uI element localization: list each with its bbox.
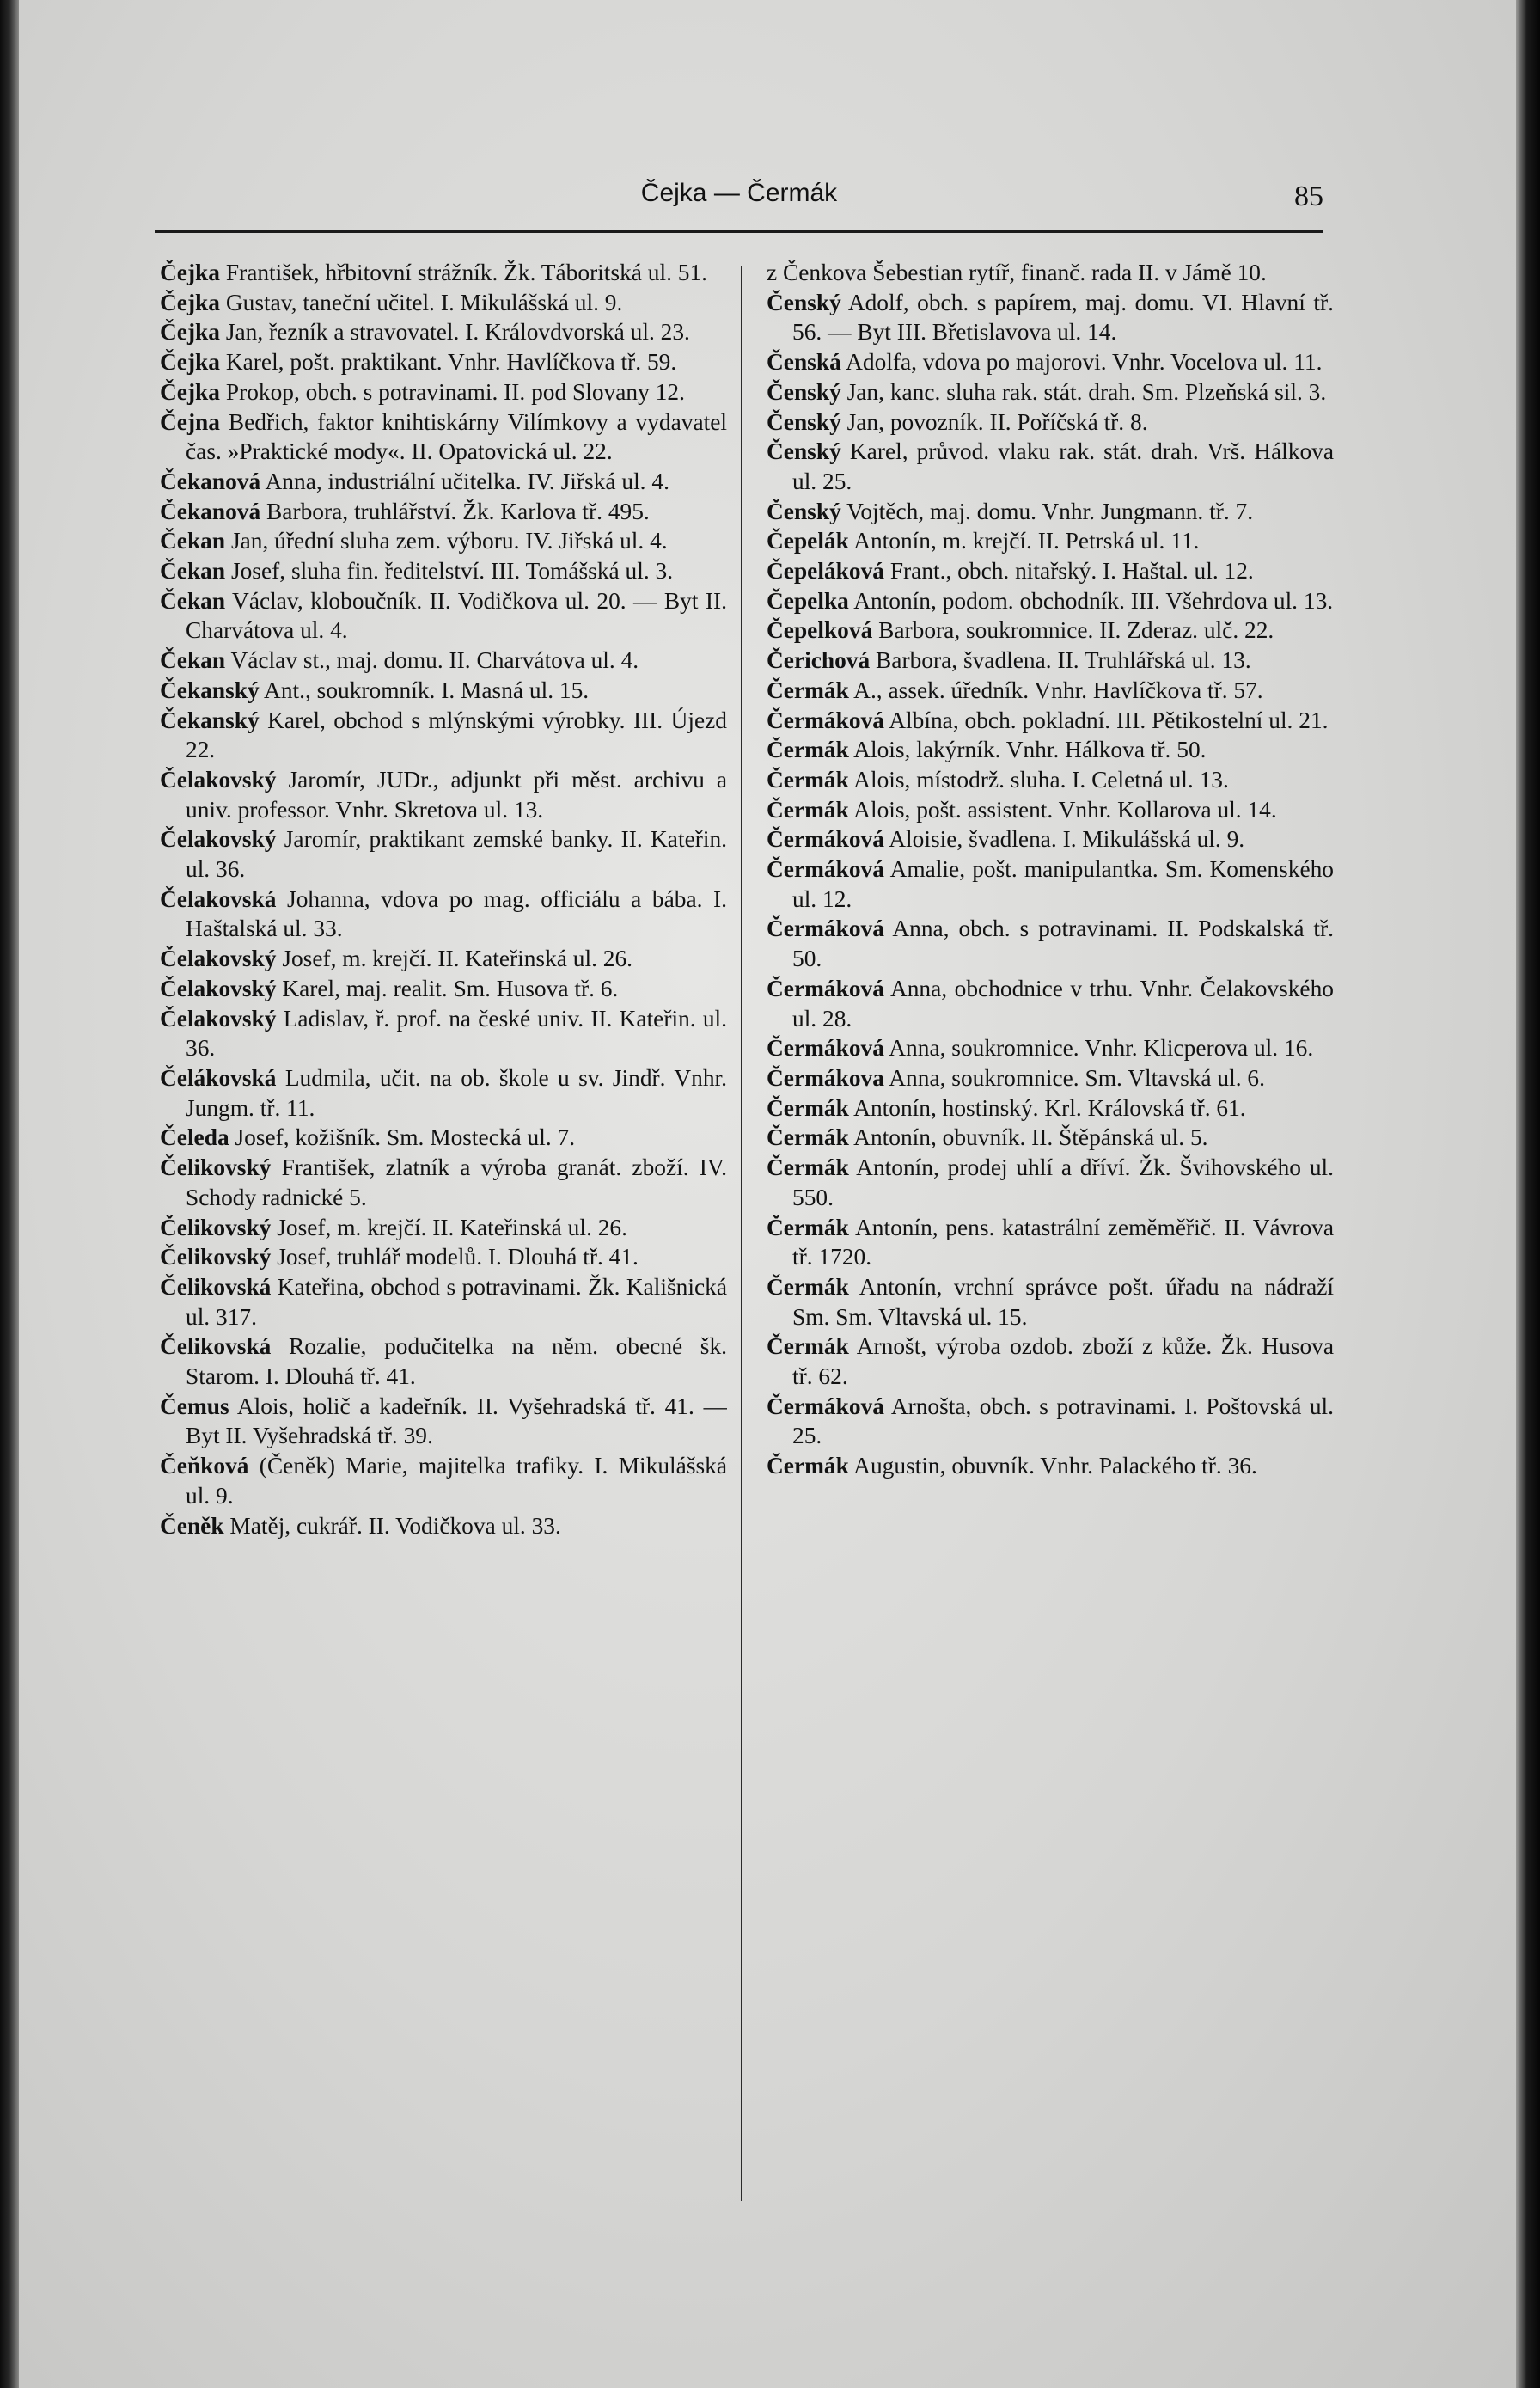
entry-details: František, hřbitovní strážník. Žk. Táboritská ul. 51. bbox=[220, 260, 708, 285]
entry-surname: Čelakovský bbox=[160, 826, 277, 853]
directory-entry bbox=[160, 288, 727, 318]
entry-details: Matěj, cukrář. II. Vodičkova ul. 33. bbox=[223, 1512, 561, 1539]
directory-entry bbox=[160, 526, 727, 556]
entry-details: Anna, industriální učitelka. IV. Jiřská ul. 4. bbox=[260, 468, 669, 494]
directory-entry bbox=[767, 1332, 1334, 1391]
entry-surname: Čermák bbox=[767, 677, 849, 703]
entry-details: Josef, truhlář modelů. I. Dlouhá tř. 41. bbox=[271, 1244, 639, 1271]
entry-details: Ladislav, ř. prof. na české univ. II. Kateřin. ul. 36. bbox=[186, 1005, 727, 1062]
entry-surname: Čermák bbox=[767, 1333, 849, 1360]
entry-surname: Čeňková bbox=[160, 1453, 249, 1479]
directory-entry bbox=[160, 1063, 727, 1123]
entry-details: Václav st., maj. domu. II. Charvátova ul. 4. bbox=[225, 647, 639, 674]
entry-details: Frant., obch. nitařský. I. Haštal. ul. 12. bbox=[883, 558, 1254, 585]
directory-entry bbox=[160, 1392, 727, 1451]
entry-details: Arnošt, výroba ozdob. zboží z kůže. Žk. Husova tř. 62. bbox=[792, 1333, 1334, 1390]
page-edge-left bbox=[0, 0, 19, 2388]
entry-surname: Čermák bbox=[767, 796, 849, 823]
entry-surname: Čelakovská bbox=[160, 885, 277, 912]
directory-entry bbox=[160, 706, 727, 765]
running-head: Čejka — Čermák bbox=[640, 179, 838, 207]
directory-entry bbox=[767, 974, 1334, 1033]
page-header bbox=[155, 170, 1323, 233]
directory-entry bbox=[160, 1511, 727, 1541]
entry-details: Karel, obchod s mlýnskými výrobky. III. Újezd 22. bbox=[186, 707, 727, 763]
entry-details: Alois, místodrž. sluha. I. Celetná ul. 13. bbox=[848, 766, 1229, 793]
entry-surname: Čermáková bbox=[767, 1393, 884, 1419]
directory-entry bbox=[767, 1063, 1334, 1093]
entry-surname: Čekan bbox=[160, 558, 226, 585]
entry-details: Rozalie, podučitelka na něm. obecné šk. Starom. I. Dlouhá tř. 41. bbox=[186, 1333, 727, 1390]
directory-entry bbox=[767, 1093, 1334, 1124]
entry-details: Ant., soukromník. I. Masná ul. 15. bbox=[259, 677, 590, 703]
entry-surname: Čerichová bbox=[767, 647, 871, 674]
directory-entry bbox=[767, 795, 1334, 825]
entry-details: Amalie, pošt. manipulantka. Sm. Komenského ul. 12. bbox=[792, 856, 1334, 912]
entry-details: Ludmila, učit. na ob. škole u sv. Jindř. Vnhr. Jungm. tř. 11. bbox=[186, 1064, 727, 1121]
directory-entry bbox=[160, 1242, 727, 1272]
directory-entry bbox=[160, 765, 727, 824]
directory-entry bbox=[160, 1451, 727, 1510]
entry-surname: Čermáková bbox=[767, 856, 884, 883]
entry-details: Jan, povozník. II. Poříčská tř. 8. bbox=[840, 408, 1148, 435]
directory-entry bbox=[160, 347, 727, 377]
directory-entry bbox=[160, 497, 727, 527]
entry-details: Alois, lakýrník. Vnhr. Hálkova tř. 50. bbox=[848, 737, 1207, 763]
entry-details: Albína, obch. pokladní. III. Pětikostelní ul. 21. bbox=[883, 707, 1329, 733]
entry-details: Alois, pošt. assistent. Vnhr. Kollarova ul. 14. bbox=[848, 796, 1277, 823]
entry-surname: Čekan bbox=[160, 647, 226, 674]
entry-details: Kateřina, obchod s potravinami. Žk. Kališnická ul. 317. bbox=[186, 1273, 727, 1330]
entry-details: Jan, řezník a stravovatel. I. Královdvorská ul. 23. bbox=[220, 319, 690, 346]
entry-details: Antonín, podom. obchodník. III. Všehrdova ul. 13. bbox=[848, 587, 1334, 614]
entry-details: Anna, obch. s potravinami. II. Podskalská tř. 50. bbox=[792, 915, 1334, 972]
left-column bbox=[160, 258, 727, 2278]
entry-surname: Čermák bbox=[767, 1154, 849, 1181]
directory-entry bbox=[160, 646, 727, 676]
directory-entry bbox=[767, 824, 1334, 854]
entry-surname: Čekanová bbox=[160, 498, 261, 524]
entry-surname: Čelákovská bbox=[160, 1064, 277, 1091]
entry-surname: Čelakovský bbox=[160, 1005, 277, 1032]
entry-surname: Čeněk bbox=[160, 1512, 224, 1539]
entry-details: Antonín, vrchní správce pošt. úřadu na nádraží Sm. Sm. Vltavská ul. 15. bbox=[792, 1273, 1334, 1330]
entry-details: Josef, kožišník. Sm. Mostecká ul. 7. bbox=[229, 1124, 576, 1151]
directory-entry bbox=[767, 735, 1334, 765]
entry-details: Václav, kloboučník. II. Vodičkova ul. 20. — Byt II. Charvátova ul. 4. bbox=[186, 587, 727, 644]
entry-details: Alois, holič a kadeřník. II. Vyšehradská tř. 41. — Byt II. Vyšehradská tř. 39. bbox=[186, 1393, 727, 1449]
entry-details: Barbora, truhlářství. Žk. Karlova tř. 495. bbox=[260, 498, 650, 524]
entry-details: Anna, soukromnice. Sm. Vltavská ul. 6. bbox=[883, 1064, 1265, 1091]
entry-surname: Čejna bbox=[160, 408, 220, 435]
entry-details: Josef, m. krejčí. II. Kateřinská ul. 26. bbox=[276, 946, 633, 972]
entry-details: Antonín, m. krejčí. II. Petrská ul. 11. bbox=[848, 528, 1200, 554]
entry-details: z Čenkova Šebestian rytíř, finanč. rada II. v Jámě 10. bbox=[767, 260, 1267, 285]
entry-surname: Čejka bbox=[160, 260, 220, 285]
entry-details: A., assek. úředník. Vnhr. Havlíčkova tř. 57. bbox=[848, 677, 1263, 703]
entry-surname: Čermáková bbox=[767, 826, 884, 853]
entry-surname: Čepelka bbox=[767, 587, 849, 614]
entry-surname: Čermák bbox=[767, 1094, 849, 1121]
entry-surname: Čermáková bbox=[767, 975, 884, 1001]
entry-surname: Čelikovský bbox=[160, 1214, 272, 1240]
directory-entry bbox=[767, 914, 1334, 973]
entry-details: Jan, úřední sluha zem. výboru. IV. Jiřská ul. 4. bbox=[225, 528, 668, 554]
directory-entry bbox=[767, 1272, 1334, 1332]
column-divider bbox=[741, 266, 742, 2201]
page-number: 85 bbox=[1294, 181, 1323, 212]
entry-details: Barbora, soukromnice. II. Zderaz. ulč. 22. bbox=[872, 617, 1274, 644]
entry-details: Anna, soukromnice. Vnhr. Klicperova ul. 16. bbox=[883, 1035, 1314, 1062]
entry-surname: Čermák bbox=[767, 1453, 849, 1479]
entry-surname: Čenský bbox=[767, 438, 841, 465]
entry-details: Karel, maj. realit. Sm. Husova tř. 6. bbox=[276, 975, 619, 1001]
entry-surname: Čekan bbox=[160, 528, 226, 554]
entry-details: Karel, pošt. praktikant. Vnhr. Havlíčkova tř. 59. bbox=[220, 349, 677, 376]
entry-surname: Čenský bbox=[767, 498, 841, 524]
entry-surname: Čemus bbox=[160, 1393, 229, 1419]
directory-entry bbox=[767, 1451, 1334, 1481]
entry-details: Antonín, prodej uhlí a dříví. Žk. Švihovského ul. 550. bbox=[792, 1154, 1334, 1210]
entry-surname: Čejka bbox=[160, 319, 220, 346]
entry-details: Anna, obchodnice v trhu. Vnhr. Čelakovského ul. 28. bbox=[792, 975, 1334, 1032]
directory-entry bbox=[767, 377, 1334, 407]
directory-entry bbox=[767, 1213, 1334, 1272]
entry-details: Augustin, obuvník. Vnhr. Palackého tř. 36. bbox=[848, 1453, 1257, 1479]
entry-details: Barbora, švadlena. II. Truhlářská ul. 13. bbox=[870, 647, 1251, 674]
entry-details: Antonín, pens. katastrální zeměměřič. II. Vávrova tř. 1720. bbox=[792, 1214, 1334, 1271]
entry-surname: Čermák bbox=[767, 766, 849, 793]
entry-surname: Čekanský bbox=[160, 707, 260, 733]
page-edge-right bbox=[1516, 0, 1540, 2388]
directory-entry bbox=[160, 377, 727, 407]
directory-entry bbox=[767, 676, 1334, 706]
entry-surname: Čenský bbox=[767, 408, 841, 435]
entry-surname: Čejka bbox=[160, 289, 220, 315]
entry-details: Josef, sluha fin. ředitelství. III. Tomášská ul. 3. bbox=[225, 558, 674, 585]
entry-details: Karel, průvod. vlaku rak. stát. drah. Vrš. Hálkova ul. 25. bbox=[792, 438, 1334, 494]
entry-details: Prokop, obch. s potravinami. II. pod Slovany 12. bbox=[220, 378, 685, 405]
entry-surname: Čelikovský bbox=[160, 1244, 272, 1271]
directory-entry bbox=[767, 586, 1334, 616]
entry-details: Adolfa, vdova po majorovi. Vnhr. Vocelova ul. 11. bbox=[840, 349, 1323, 376]
right-column bbox=[767, 258, 1334, 2278]
entry-surname: Čermák bbox=[767, 1214, 849, 1240]
entry-surname: Čermák bbox=[767, 1273, 849, 1300]
directory-entry bbox=[160, 317, 727, 347]
directory-entry bbox=[767, 706, 1334, 736]
entry-details: Johanna, vdova po mag. officiálu a bába. I. Haštalská ul. 33. bbox=[186, 885, 727, 942]
directory-entry bbox=[160, 824, 727, 884]
entry-surname: Čermáková bbox=[767, 915, 884, 942]
entry-details: Jan, kanc. sluha rak. stát. drah. Sm. Plzeňská sil. 3. bbox=[840, 378, 1327, 405]
directory-entry bbox=[767, 347, 1334, 377]
entry-details: Arnošta, obch. s potravinami. I. Poštovská ul. 25. bbox=[792, 1393, 1334, 1449]
directory-entry bbox=[160, 1213, 727, 1243]
directory-entry bbox=[160, 556, 727, 586]
directory-entry bbox=[767, 615, 1334, 646]
directory-entry bbox=[160, 1004, 727, 1063]
directory-entry bbox=[160, 676, 727, 706]
directory-entry bbox=[160, 258, 727, 288]
entry-surname: Čepelková bbox=[767, 617, 873, 644]
entry-surname: Čermák bbox=[767, 1124, 849, 1151]
directory-entry bbox=[767, 1033, 1334, 1063]
entry-surname: Čekanová bbox=[160, 468, 261, 494]
directory-entry bbox=[160, 586, 727, 646]
entry-surname: Čermák bbox=[767, 737, 849, 763]
directory-entry bbox=[767, 288, 1334, 347]
directory-entry bbox=[767, 437, 1334, 496]
entry-surname: Čejka bbox=[160, 378, 220, 405]
entry-surname: Čeleda bbox=[160, 1124, 229, 1151]
directory-entry bbox=[160, 1153, 727, 1212]
entry-surname: Čermáková bbox=[767, 707, 884, 733]
entry-details: František, zlatník a výroba granát. zboží. IV. Schody radnické 5. bbox=[186, 1154, 727, 1210]
directory-entry bbox=[160, 467, 727, 497]
entry-surname: Čekan bbox=[160, 587, 226, 614]
entry-details: Jaromír, praktikant zemské banky. II. Kateřin. ul. 36. bbox=[186, 826, 727, 883]
entry-surname: Čelakovský bbox=[160, 975, 277, 1001]
directory-entry bbox=[767, 526, 1334, 556]
entry-details: Jaromír, JUDr., adjunkt při měst. archivu a univ. professor. Vnhr. Skretova ul. 13. bbox=[186, 766, 727, 823]
entry-surname: Čelakovský bbox=[160, 766, 277, 793]
entry-surname: Čejka bbox=[160, 349, 220, 376]
directory-entry bbox=[767, 407, 1334, 438]
entry-details: (Čeněk) Marie, majitelka trafiky. I. Mikulášská ul. 9. bbox=[186, 1453, 727, 1509]
entry-details: Adolf, obch. s papírem, maj. domu. VI. Hlavní tř. 56. — Byt III. Břetislavova ul. 14. bbox=[792, 289, 1334, 346]
entry-surname: Čelikovská bbox=[160, 1273, 272, 1300]
entry-details: Aloisie, švadlena. I. Mikulášská ul. 9. bbox=[883, 826, 1245, 853]
entry-surname: Čenský bbox=[767, 378, 841, 405]
directory-entry bbox=[767, 1392, 1334, 1451]
directory-entry bbox=[767, 556, 1334, 586]
directory-entry bbox=[160, 1272, 727, 1332]
entry-details: Gustav, taneční učitel. I. Mikulášská ul. 9. bbox=[220, 289, 623, 315]
directory-entry bbox=[160, 407, 727, 467]
directory-entry bbox=[767, 765, 1334, 795]
entry-surname: Čepelák bbox=[767, 528, 849, 554]
entry-surname: Čelakovský bbox=[160, 946, 277, 972]
directory-entry bbox=[767, 646, 1334, 676]
entry-surname: Čenský bbox=[767, 289, 841, 315]
entry-surname: Čermákova bbox=[767, 1064, 884, 1091]
entry-details: Vojtěch, maj. domu. Vnhr. Jungmann. tř. 7. bbox=[840, 498, 1254, 524]
entry-surname: Čermáková bbox=[767, 1035, 884, 1062]
directory-entry bbox=[767, 854, 1334, 914]
entry-details: Josef, m. krejčí. II. Kateřinská ul. 26. bbox=[271, 1214, 627, 1240]
entry-surname: Čelikovská bbox=[160, 1333, 272, 1360]
entry-details: Antonín, obuvník. II. Štěpánská ul. 5. bbox=[848, 1124, 1208, 1151]
directory-entry bbox=[767, 497, 1334, 527]
directory-entry bbox=[160, 1123, 727, 1153]
entry-surname: Čekanský bbox=[160, 677, 260, 703]
entry-surname: Čenská bbox=[767, 349, 841, 376]
entry-surname: Čelikovský bbox=[160, 1154, 272, 1181]
entry-surname: Čepeláková bbox=[767, 558, 884, 585]
entry-details: Bedřich, faktor knihtiskárny Vilímkovy a vydavatel čas. »Praktické mody«. II. Opatovická ul. 22. bbox=[186, 408, 727, 465]
directory-entry bbox=[160, 974, 727, 1004]
directory-entry bbox=[767, 258, 1334, 288]
directory-entry bbox=[160, 885, 727, 944]
directory-entry bbox=[767, 1123, 1334, 1153]
directory-entry bbox=[160, 944, 727, 974]
entry-details: Antonín, hostinský. Krl. Královská tř. 61. bbox=[848, 1094, 1246, 1121]
directory-entry bbox=[767, 1153, 1334, 1212]
directory-entry bbox=[160, 1332, 727, 1391]
